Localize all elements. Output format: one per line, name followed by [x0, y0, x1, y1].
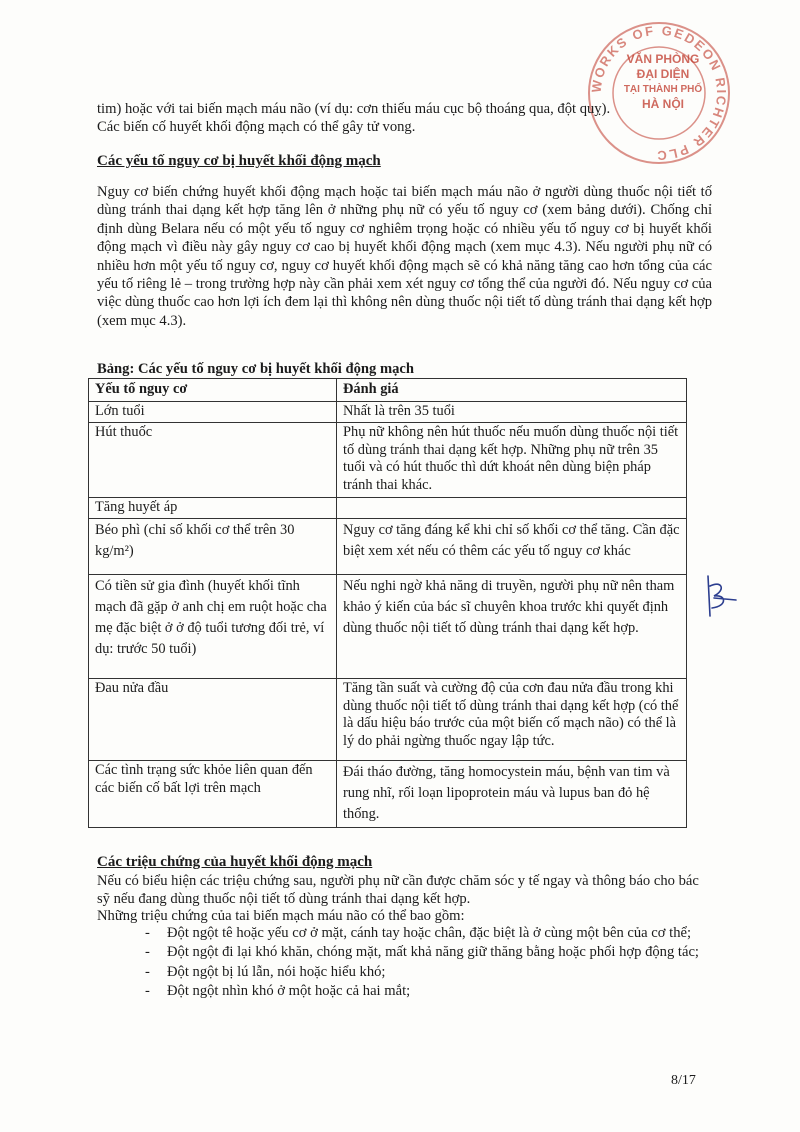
- list-item: [145, 964, 715, 981]
- assessment-cell: Đái tháo đường, tăng homocystein máu, bệnh van tim và rung nhĩ, rối loạn lipoprotein máu và lupus ban đỏ hệ thống.: [337, 761, 687, 828]
- list-item: [145, 925, 715, 942]
- symptoms-intro-line: Những triệu chứng của tai biến mạch máu não có thể bao gồm:: [97, 908, 465, 924]
- symptom-list: [145, 925, 715, 1003]
- risk-section-heading: Các yếu tố nguy cơ bị huyết khối động mạch: [97, 153, 381, 169]
- svg-text:WORKS OF GEDEON RICHTER PLC: WORKS OF GEDEON RICHTER PLC: [588, 22, 730, 164]
- assessment-cell: Phụ nữ không nên hút thuốc nếu muốn dùng thuốc nội tiết tố dùng tránh thai dạng kết hợp. Những phụ nữ trên 35 tuổi và có hút thuốc thì dứt khoát nên dùng biện pháp tránh thai khác.: [337, 423, 687, 497]
- assessment-cell: [337, 497, 687, 519]
- table-header-row: [89, 379, 687, 402]
- risk-factor-cell: Hút thuốc: [89, 423, 337, 497]
- risk-factor-cell: Đau nửa đầu: [89, 679, 337, 761]
- risk-factor-cell: Các tình trạng sức khỏe liên quan đến các biến cố bất lợi trên mạch: [89, 761, 337, 828]
- stamp-line: HÀ NỘI: [642, 97, 684, 111]
- page-number: 8/17: [671, 1073, 696, 1088]
- assessment-cell: Nhất là trên 35 tuổi: [337, 401, 687, 423]
- table-row: [89, 423, 687, 497]
- table-header-assessment: Đánh giá: [337, 379, 687, 402]
- symptom-text: Đột ngột tê hoặc yếu cơ ở mặt, cánh tay hoặc chân, đặc biệt là ở cùng một bên của cơ thể;: [167, 925, 692, 941]
- symptom-text: Đột ngột bị lú lẫn, nói hoặc hiểu khó;: [167, 963, 386, 980]
- table-header-factor: Yếu tố nguy cơ: [89, 379, 337, 402]
- list-item: [145, 983, 715, 1000]
- risk-factor-cell: Béo phì (chỉ số khối cơ thể trên 30 kg/m²): [89, 519, 337, 575]
- handwritten-initials-signature: [700, 572, 740, 622]
- risk-factor-table: [88, 378, 687, 828]
- symptoms-section-heading: Các triệu chứng của huyết khối động mạch: [97, 854, 373, 870]
- risk-section-paragraph: Nguy cơ biến chứng huyết khối động mạch hoặc tai biến mạch máu não ở người dùng thuốc nội tiết tố dùng tránh thai dạng kết hợp tăng lên ở những phụ nữ có yếu tố nguy cơ (xem bảng dưới). Chống chỉ định dùng Belara nếu có một yếu tố nguy cơ nghiêm trọng hoặc có nhiều yếu tố nguy cơ bị huyết khối động mạch vì điều này gây nguy cơ cao bị huyết khối động mạch (xem mục 4.3). Nếu người phụ nữ có nhiều hơn một yếu tố nguy cơ, nguy cơ huyết khối động mạch sẽ có khả năng tăng cao hơn tổng của các yếu tố riêng lẻ – trong trường hợp này cần phải xem xét nguy cơ tổng thể của người đó. Nếu nguy cơ của việc dùng thuốc cao hơn lợi ích đem lại thì không nên dùng thuốc nội tiết tố dùng tránh thai dạng kết hợp (xem mục 4.3).: [97, 184, 712, 329]
- symptoms-paragraph: Nếu có biểu hiện các triệu chứng sau, người phụ nữ cần được chăm sóc y tế ngay và thông báo cho bác sỹ nếu đang dùng thuốc nội tiết tố dùng tránh thai dạng kết hợp.: [97, 873, 699, 908]
- stamp-line: TẠI THÀNH PHỐ: [623, 84, 703, 95]
- risk-factor-cell: Lớn tuổi: [89, 401, 337, 423]
- intro-line-1: tim) hoặc với tai biến mạch máu não (ví dụ: cơn thiếu máu cục bộ thoáng qua, đột quỵ).: [97, 101, 611, 117]
- assessment-cell: Nếu nghi ngờ khả năng di truyền, người phụ nữ nên tham khảo ý kiến của bác sĩ chuyên khoa trước khi quyết định dùng thuốc nội tiết tố dùng tránh thai dạng kết hợp.: [337, 575, 687, 679]
- intro-line-2: Các biến cố huyết khối động mạch có thể gây tử vong.: [97, 119, 416, 135]
- symptom-text: Đột ngột đi lại khó khăn, chóng mặt, mất khả năng giữ thăng bằng hoặc phối hợp động tác;: [167, 944, 699, 961]
- list-item: [145, 944, 715, 961]
- stamp-line: VĂN PHÒNG: [626, 52, 700, 66]
- list-bullet: -: [145, 983, 150, 1000]
- table-row: [89, 679, 687, 761]
- table-row: [89, 401, 687, 423]
- list-bullet: -: [145, 925, 150, 941]
- table-row: [89, 497, 687, 519]
- list-bullet: -: [145, 944, 150, 961]
- table-row: [89, 761, 687, 828]
- risk-factor-cell: Tăng huyết áp: [89, 497, 337, 519]
- assessment-cell: Tăng tần suất và cường độ của cơn đau nửa đầu trong khi dùng thuốc nội tiết tố dùng tránh thai dạng kết hợp (có thể là dấu hiệu báo trước của một biến cố mạch não) có thể là lý do phải ngừng thuốc ngay lập tức.: [337, 679, 687, 761]
- risk-factor-cell: Có tiền sử gia đình (huyết khối tĩnh mạch đã gặp ở anh chị em ruột hoặc cha mẹ đặc biệt ở ở độ tuổi tương đối trẻ, ví dụ: trước 50 tuổi): [89, 575, 337, 679]
- list-bullet: -: [145, 963, 150, 980]
- table-row: [89, 519, 687, 575]
- table-caption: Bảng: Các yếu tố nguy cơ bị huyết khối động mạch: [97, 361, 415, 377]
- table-row: [89, 575, 687, 679]
- stamp-line: ĐẠI DIỆN: [636, 67, 690, 81]
- symptom-text: Đột ngột nhìn khó ở một hoặc cả hai mắt;: [167, 983, 411, 1000]
- assessment-cell: Nguy cơ tăng đáng kể khi chỉ số khối cơ thể tăng. Cần đặc biệt xem xét nếu có thêm các yếu tố nguy cơ khác: [337, 519, 687, 575]
